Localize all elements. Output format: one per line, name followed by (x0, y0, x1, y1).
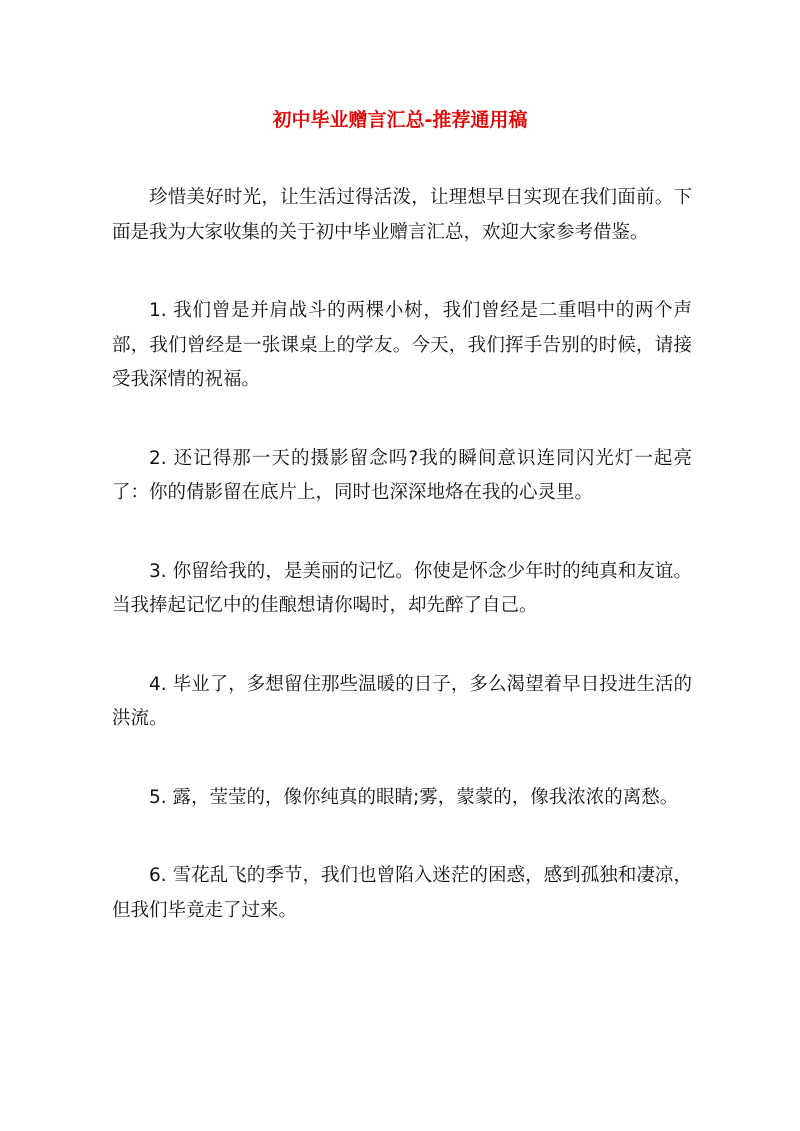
paragraph-gap (112, 398, 692, 442)
greeting-item-2: 2. 还记得那一天的摄影留念吗?我的瞬间意识连同闪光灯一起亮了：你的倩影留在底片上，同时也深深地烙在我的心灵里。 (112, 447, 692, 503)
greeting-item-4: 4. 毕业了，多想留住那些温暖的日子，多么渴望着早日投进生活的洪流。 (112, 673, 692, 729)
greeting-item-6: 6. 雪花乱飞的季节，我们也曾陷入迷茫的困惑，感到孤独和凄凉，但我们毕竟走了过来。 (112, 865, 692, 921)
greeting-item-1: 1. 我们曾是并肩战斗的两棵小树，我们曾经是二重唱中的两个声部，我们曾经是一张课桌上的学友。今天，我们挥手告别的时候，请接受我深情的祝福。 (112, 300, 692, 390)
paragraph-gap (112, 624, 692, 668)
document-body (112, 181, 692, 928)
greeting-item-5: 5. 露，莹莹的，像你纯真的眼睛;雾，蒙蒙的，像我浓浓的离愁。 (149, 786, 679, 808)
greeting-item-3: 3. 你留给我的，是美丽的记忆。你使是怀念少年时的纯真和友谊。当我捧起记忆中的佳酿想请你喝时，却先醉了自己。 (112, 560, 692, 616)
paragraph-gap (112, 250, 692, 294)
paragraph-gap (112, 737, 692, 781)
document-title: 初中毕业赠言汇总-推荐通用稿 (272, 109, 528, 131)
intro-paragraph: 珍惜美好时光，让生活过得活泼，让理想早日实现在我们面前。下面是我为大家收集的关于初中毕业赠言汇总，欢迎大家参考借鉴。 (112, 187, 692, 243)
paragraph-gap (112, 511, 692, 555)
paragraph-gap (112, 815, 692, 859)
